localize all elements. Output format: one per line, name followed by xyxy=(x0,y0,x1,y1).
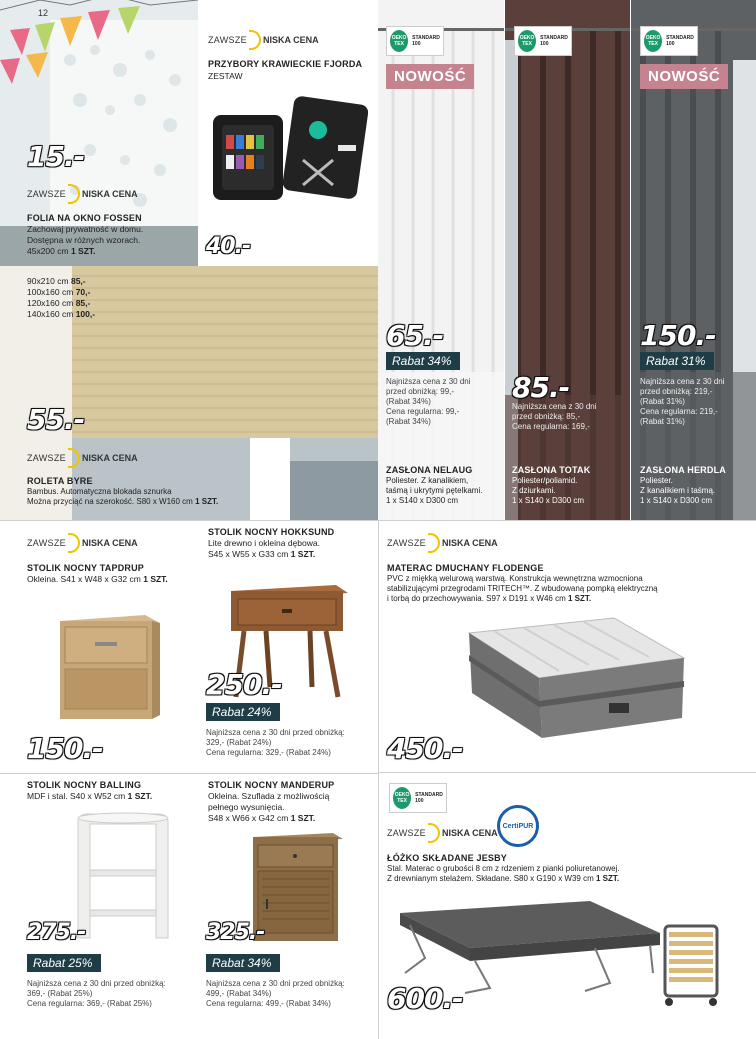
fjorda-price: 40.- xyxy=(206,234,251,259)
sewing-kit-image xyxy=(208,90,368,210)
totak-desc-1: Poliester/poliamid. xyxy=(512,476,578,485)
herdla-title: ZASŁONA HERDLA xyxy=(640,465,726,475)
balling-panel xyxy=(0,774,198,1039)
balling-rabat: Rabat 25% xyxy=(27,954,101,972)
jesby-panel xyxy=(379,773,756,1039)
oeko-standard: STANDARD 100 xyxy=(666,35,694,47)
nelaug-price: 65.- xyxy=(386,319,444,352)
hokksund-info-1: Najniższa cena z 30 dni przed obniżką: xyxy=(206,728,345,737)
flodenge-qty: 1 SZT. xyxy=(567,594,592,603)
manderup-desc-3: S48 x W66 x G42 cm xyxy=(208,813,289,823)
manderup-panel xyxy=(198,774,378,1039)
fjorda-title: PRZYBORY KRAWIECKIE FJORDA xyxy=(208,59,363,69)
fjorda-subtitle: ZESTAW xyxy=(208,71,243,81)
manderup-qty: 1 SZT. xyxy=(290,813,316,823)
folia-panel xyxy=(0,0,198,266)
tapdrup-desc: Okleina. S41 x W48 x G32 cm xyxy=(27,574,141,584)
niska-cena-label: NISKA CENA xyxy=(441,828,498,838)
hokksund-panel xyxy=(198,521,378,773)
oeko-tex-badge-totak xyxy=(514,26,572,56)
yellow-arc-icon xyxy=(68,533,80,553)
oeko-standard: STANDARD 100 xyxy=(412,35,440,47)
balling-price: 275.- xyxy=(27,920,86,945)
manderup-info-1: Najniższa cena z 30 dni przed obniżką: xyxy=(206,979,345,988)
nelaug-desc-2: taśmą i ukrytymi pętelkami. xyxy=(386,486,483,495)
totak-price: 85.- xyxy=(512,371,570,404)
flodenge-desc-2: stabilizującymi przegrodami TRITECH™. Z wbudowaną pompką elektryczną xyxy=(387,584,658,593)
nelaug-title: ZASŁONA NELAUG xyxy=(386,465,473,475)
zawsze-label: ZAWSZE xyxy=(27,189,66,199)
fjorda-zawsze-badge xyxy=(208,30,319,50)
totak-title: ZASŁONA TOTAK xyxy=(512,465,591,475)
folia-desc-1: Zachowaj prywatność w domu. xyxy=(27,224,144,234)
totak-desc-3: 1 x S140 x D300 cm xyxy=(512,496,585,505)
herdla-desc-1: Poliester. xyxy=(640,476,673,485)
yellow-arc-icon xyxy=(249,30,261,50)
jesby-price: 600.- xyxy=(387,982,463,1015)
folia-desc-2: Dostępna w różnych wzorach. xyxy=(27,235,141,245)
jesby-zawsze-badge xyxy=(387,823,498,843)
certipur-label: CertiPUR xyxy=(502,822,534,830)
jesby-title: ŁÓŻKO SKŁADANE JESBY xyxy=(387,853,508,863)
tapdrup-zawsze-badge xyxy=(27,533,138,553)
page-number: 12 xyxy=(38,8,49,18)
hokksund-price: 250.- xyxy=(206,668,282,701)
folia-title: FOLIA NA OKNO FOSSEN xyxy=(27,213,142,223)
yellow-arc-icon xyxy=(68,184,80,204)
folded-bed-image xyxy=(657,918,727,1008)
manderup-desc-1: Okleina. Szuflada z możliwością xyxy=(208,791,330,801)
byre-size-price: 100,- xyxy=(75,309,96,319)
jesby-qty: 1 SZT. xyxy=(596,874,620,883)
nelaug-desc-1: Poliester. Z kanalikiem, xyxy=(386,476,469,485)
folia-qty: 1 SZT. xyxy=(70,246,96,256)
tapdrup-qty: 1 SZT. xyxy=(143,574,168,584)
nelaug-info-2: przed obniżką: 99,- xyxy=(386,387,455,396)
nelaug-info-5: (Rabat 34%) xyxy=(386,417,431,426)
byre-desc-1: Bambus. Automatyczna blokada sznurka xyxy=(27,487,172,496)
flodenge-zawsze-badge xyxy=(387,533,498,553)
herdla-info-5: (Rabat 31%) xyxy=(640,417,685,426)
hokksund-desc-2: S45 x W55 x G33 cm xyxy=(208,549,289,559)
byre-size-label: 90x210 cm xyxy=(27,276,69,286)
byre-size-price: 85,- xyxy=(70,276,86,286)
flodenge-price: 450.- xyxy=(387,732,463,765)
zawsze-label: ZAWSZE xyxy=(387,828,426,838)
yellow-arc-icon xyxy=(68,448,80,468)
yellow-arc-icon xyxy=(428,533,440,553)
curtains-panel xyxy=(378,0,756,520)
herdla-info-3: (Rabat 31%) xyxy=(640,397,685,406)
byre-size-row xyxy=(27,287,95,298)
byre-price: 55.- xyxy=(27,403,85,436)
byre-desc-2: Można przyciąć na szerokość. S80 x W160 cm xyxy=(27,497,193,506)
flodenge-title: MATERAC DMUCHANY FLODENGE xyxy=(387,563,544,573)
byre-qty: 1 SZT. xyxy=(195,497,219,506)
herdla-desc-3: 1 x S140 x D300 cm xyxy=(640,496,713,505)
nelaug-rabat: Rabat 34% xyxy=(386,352,460,370)
oeko-tex-icon: OEKO TEX xyxy=(390,30,408,52)
balling-title: STOLIK NOCNY BALLING xyxy=(27,780,142,790)
herdla-nowosc-badge: NOWOŚĆ xyxy=(640,64,728,89)
byre-size-row xyxy=(27,309,95,320)
herdla-rabat: Rabat 31% xyxy=(640,352,714,370)
niska-cena-label: NISKA CENA xyxy=(81,189,138,199)
byre-size-row xyxy=(27,276,95,287)
zawsze-label: ZAWSZE xyxy=(27,453,66,463)
manderup-title: STOLIK NOCNY MANDERUP xyxy=(208,780,335,790)
totak-info-1: Najniższa cena z 30 dni xyxy=(512,402,597,411)
nelaug-info-1: Najniższa cena z 30 dni xyxy=(386,377,471,386)
byre-size-label: 120x160 cm xyxy=(27,298,74,308)
tapdrup-title: STOLIK NOCNY TAPDRUP xyxy=(27,563,145,573)
fjorda-panel xyxy=(198,0,378,266)
niska-cena-label: NISKA CENA xyxy=(262,35,319,45)
balling-info-1: Najniższa cena z 30 dni przed obniżką: xyxy=(27,979,166,988)
hokksund-info-3: Cena regularna: 329,- (Rabat 24%) xyxy=(206,748,331,757)
byre-title: ROLETA BYRE xyxy=(27,476,93,486)
byre-panel xyxy=(0,266,378,520)
herdla-info-1: Najniższa cena z 30 dni xyxy=(640,377,725,386)
tapdrup-nightstand-image xyxy=(50,609,170,724)
certipur-badge xyxy=(497,805,539,847)
herdla-info-4: Cena regularna: 219,- xyxy=(640,407,718,416)
byre-size-label: 100x160 cm xyxy=(27,287,74,297)
air-mattress-image xyxy=(464,613,694,763)
tapdrup-price: 150.- xyxy=(27,732,103,765)
totak-info-2: przed obniżką: 85,- xyxy=(512,412,581,421)
herdla-price: 150.- xyxy=(640,319,716,352)
manderup-price: 325.- xyxy=(206,920,265,945)
oeko-tex-icon: OEKO TEX xyxy=(518,30,536,52)
balling-desc: MDF i stal. S40 x W52 cm xyxy=(27,791,126,801)
hokksund-qty: 1 SZT. xyxy=(290,549,316,559)
folia-zawsze-badge xyxy=(27,184,138,204)
oeko-tex-icon: OEKO TEX xyxy=(393,787,411,809)
jesby-desc-1: Stal. Materac o grubości 8 cm z rdzeniem z pianki poliuretanowej. xyxy=(387,864,620,873)
byre-size-price: 85,- xyxy=(75,298,91,308)
hokksund-info-2: 329,- (Rabat 24%) xyxy=(206,738,272,747)
zawsze-label: ZAWSZE xyxy=(208,35,247,45)
jesby-desc-2: Z drewnianym stelażem. Składane. S80 x G190 x W39 cm xyxy=(387,874,594,883)
balling-info-2: 369,- (Rabat 25%) xyxy=(27,989,93,998)
nelaug-info-3: (Rabat 34%) xyxy=(386,397,431,406)
yellow-arc-icon xyxy=(428,823,440,843)
manderup-desc-2: pełnego wysunięcia. xyxy=(208,802,285,812)
herdla-desc-2: Z kanalikiem i taśmą. xyxy=(640,486,716,495)
herdla-info-2: przed obniżką: 219,- xyxy=(640,387,713,396)
oeko-tex-badge-nelaug xyxy=(386,26,444,56)
oeko-tex-badge-jesby xyxy=(389,783,447,813)
flodenge-panel xyxy=(379,521,756,772)
oeko-tex-badge-herdla xyxy=(640,26,698,56)
flodenge-desc-3: i torbą do przechowywania. S97 x D191 x W46 cm xyxy=(387,594,566,603)
oeko-standard: STANDARD 100 xyxy=(540,35,568,47)
byre-size-price: 70,- xyxy=(75,287,91,297)
zawsze-label: ZAWSZE xyxy=(27,538,66,548)
zawsze-label: ZAWSZE xyxy=(387,538,426,548)
folia-price: 15.- xyxy=(27,140,85,173)
totak-info-3: Cena regularna: 169,- xyxy=(512,422,590,431)
folia-size: 45x200 cm xyxy=(27,246,69,256)
hokksund-rabat: Rabat 24% xyxy=(206,703,280,721)
tapdrup-panel xyxy=(0,521,198,773)
totak-desc-2: Z dziurkami. xyxy=(512,486,556,495)
oeko-standard: STANDARD 100 xyxy=(415,792,443,804)
nelaug-info-4: Cena regularna: 99,- xyxy=(386,407,460,416)
niska-cena-label: NISKA CENA xyxy=(441,538,498,548)
hokksund-desc-1: Lite drewno i okleina dębowa. xyxy=(208,538,320,548)
balling-info-3: Cena regularna: 369,- (Rabat 25%) xyxy=(27,999,152,1008)
byre-size-row xyxy=(27,298,95,309)
balling-qty: 1 SZT. xyxy=(127,791,153,801)
byre-zawsze-badge xyxy=(27,448,138,468)
manderup-info-3: Cena regularna: 499,- (Rabat 34%) xyxy=(206,999,331,1008)
niska-cena-label: NISKA CENA xyxy=(81,453,138,463)
manderup-rabat: Rabat 34% xyxy=(206,954,280,972)
hokksund-title: STOLIK NOCNY HOKKSUND xyxy=(208,527,335,537)
nelaug-desc-3: 1 x S140 x D300 cm xyxy=(386,496,459,505)
oeko-tex-icon: OEKO TEX xyxy=(644,30,662,52)
niska-cena-label: NISKA CENA xyxy=(81,538,138,548)
nelaug-nowosc-badge: NOWOŚĆ xyxy=(386,64,474,89)
flodenge-desc-1: PVC z miękką welurową warstwą. Konstrukcja wewnętrzna wzmocniona xyxy=(387,574,643,583)
byre-size-label: 140x160 cm xyxy=(27,309,74,319)
manderup-info-2: 499,- (Rabat 34%) xyxy=(206,989,272,998)
